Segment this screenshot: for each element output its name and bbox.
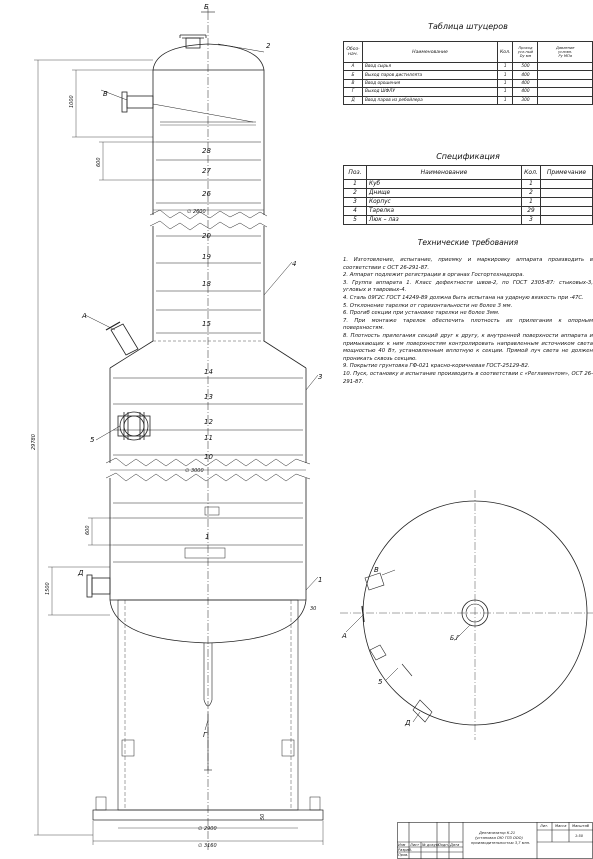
nozzle-table-title: Таблица штуцеров (428, 22, 508, 31)
spec-table (343, 165, 593, 225)
nozzle-table (343, 41, 593, 105)
tray-18: 18 (202, 280, 211, 288)
list-item: 2. Аппарат подлежит регистрации в органах Госгортехнадзора. (343, 272, 525, 279)
manhole-5 (118, 412, 150, 440)
nozzle-table-panel (343, 22, 593, 105)
stamp-col-lit: Лит. (540, 824, 549, 828)
tray-19: 19 (202, 253, 211, 261)
stamp-scale: 1:50 (575, 834, 584, 838)
stamp-line2: (установка ОЮ ГПЗ ООО) (475, 836, 523, 840)
table-row: 3 Корпус 1 (344, 198, 593, 207)
plan-label-5: 5 (378, 678, 383, 686)
dim-d2900: ∅ 2900 (198, 826, 217, 832)
table-row: Г Выход ШФЛУ 1 400 (344, 88, 593, 96)
spec-col-pos: Поз. (344, 166, 367, 180)
nozzle-col-pu: Давление условн. Ру МПа (538, 42, 593, 63)
cone-left (110, 341, 153, 368)
nozzle-v (127, 96, 153, 108)
table-row: В Ввод орошения 1 400 (344, 79, 593, 87)
dim-top: 1000 (69, 95, 75, 108)
list-item: 4. Сталь 09Г2С ГОСТ 14249-89 должна быть испытана на ударную вязкость при -47С. (343, 294, 584, 301)
spec-col-name: Наименование (367, 166, 522, 180)
table-row: 2 Днище 2 (344, 189, 593, 198)
label-a: А (82, 312, 87, 320)
stamp-prov: Пров. (398, 853, 409, 857)
stamp-razrab: Разраб. (398, 848, 413, 852)
callout-3: 3 (318, 373, 323, 381)
plan-label-a: А (342, 632, 347, 640)
plan-label-v: В (374, 566, 379, 574)
tray-11: 11 (204, 434, 213, 442)
list-item: 1. Изготовление, испытание, приемку и маркировку аппарата производить в соответствии с ОСТ 26-291-87. (343, 257, 593, 271)
list-item: 5. Отклонение тарелки от горизонтальности не более 3 мм. (343, 302, 513, 309)
tray-1: 1 (205, 533, 210, 541)
tech-requirements (343, 238, 593, 386)
nozzle-col-desig: Обоз- нач. (344, 42, 363, 63)
cone-right (264, 341, 306, 368)
dim-tray-low: 600 (85, 525, 91, 535)
dim-50: 50 (260, 813, 266, 820)
callout-1: 1 (318, 576, 323, 584)
list-item: 6. Прогиб секции при установке тарелки не более 3мм. (343, 310, 500, 317)
label-b-top: Б (204, 3, 209, 11)
plan-view (340, 490, 593, 740)
dim-d2600: ∅ 2600 (187, 209, 206, 215)
spec-table-panel (343, 152, 593, 225)
tray-12: 12 (204, 418, 213, 426)
label-g: Г (203, 731, 207, 739)
title-block (397, 822, 593, 859)
nozzle-d (92, 578, 110, 594)
label-v: В (103, 90, 108, 98)
table-row: 4 Тарелка 29 (344, 207, 593, 216)
table-row: 1 Куб 1 (344, 180, 593, 189)
dim-total: 29780 (31, 434, 37, 450)
dim-d3160: ∅ 3160 (198, 843, 217, 849)
callout-4: 4 (292, 260, 297, 268)
tray-28: 28 (202, 147, 211, 155)
stamp-line1: Деэтанизатор К-21 (479, 831, 516, 835)
spec-title: Спецификация (436, 152, 500, 161)
stamp-col-mass: Масса (555, 824, 567, 828)
tray-20: 20 (202, 232, 211, 240)
dim-skirt-offset: 30 (310, 606, 317, 612)
stamp-list: Лист (410, 843, 420, 847)
label-d: Д (78, 569, 84, 577)
nozzle-col-name: Наименование (363, 42, 498, 63)
top-head (153, 44, 264, 70)
tray-10: 10 (204, 453, 213, 461)
plan-label-bg: Б,Г (450, 635, 460, 642)
nozzle-col-qty: Кол. (498, 42, 513, 63)
stamp-date: Дата (450, 843, 460, 847)
tray-15: 15 (202, 320, 211, 328)
tray-26: 26 (202, 190, 211, 198)
nozzle-b-top (186, 38, 200, 48)
dim-bottom-nozzle: 1500 (45, 582, 51, 595)
table-row: Д Ввод паров из ребойлера 1 300 (344, 96, 593, 104)
list-item: 8. Плотность прилегания секций друг к другу, к внутренней поверхности аппарата и примыкающих к ним поверхностям контролировать направленным источником света мощностью 40 Вт, установленным вплотную к секции. Прямой луч света не должен проникать сквозь секцию. (343, 332, 593, 362)
dim-tray-up: 600 (96, 157, 102, 167)
list-item: 7. При монтаже тарелок обеспечить плотность их прилегания к опорным поверхностям. (343, 317, 593, 332)
stamp-col-scale: Масштаб (572, 824, 590, 828)
table-row: 5 Люк – лаз 3 (344, 216, 593, 225)
nozzle-col-du: Проход усл.ный Dу мм (513, 42, 538, 63)
table-row: А Ввод сырья 1 500 (344, 63, 593, 71)
list-item: 10. Пуск, остановку и испытание производить в соответствии с «Регламентом», ОСТ 26-291-87. (343, 370, 593, 385)
nozzle-a (106, 322, 138, 355)
list-item: 3. Группа аппарата 1. Класс дефектности швов-2, по ГОСТ 2305-87: стыковых-3, угловых и тавровых-4. (343, 279, 593, 294)
tray-13: 13 (204, 393, 213, 401)
plan-label-d: Д (405, 719, 411, 727)
table-row: Б Выход паров дистиллята 1 400 (344, 71, 593, 79)
spec-col-qty: Кол. (522, 166, 541, 180)
callout-2: 2 (266, 42, 271, 50)
tray-27: 27 (202, 167, 211, 175)
callout-5: 5 (90, 436, 95, 444)
dim-d3000: ∅ 3000 (185, 468, 204, 474)
stamp-doc: № докум. (422, 843, 440, 847)
stamp-izm: Изм (398, 843, 406, 847)
tech-title: Технические требования (417, 238, 519, 247)
spec-col-note: Примечание (541, 166, 593, 180)
stamp-sign: Подп. (438, 843, 449, 847)
list-item: 9. Покрытие грунтовка ГФ-021 красно-коричневая ГОСТ-25129-82. (343, 363, 530, 370)
tray-14: 14 (204, 368, 213, 376)
stamp-line3: производительностью 3,7 млн. (471, 841, 531, 845)
